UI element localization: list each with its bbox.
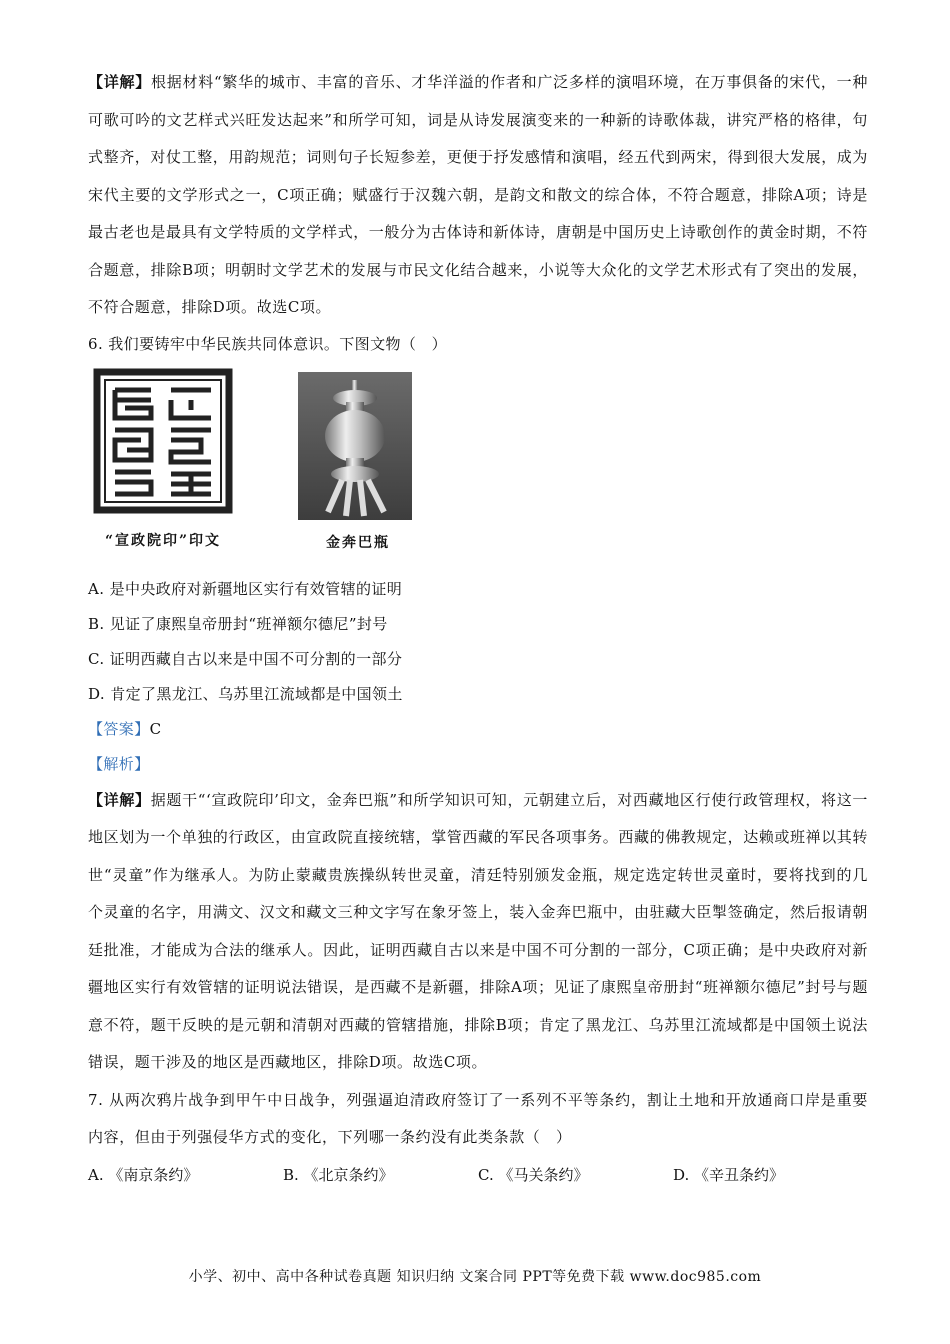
q7-option-c: C. 《马关条约》	[478, 1165, 589, 1184]
q6-figures	[88, 368, 868, 573]
q6-option-a: A. 是中央政府对新疆地区实行有效管辖的证明	[88, 579, 403, 598]
q5-detail	[88, 64, 868, 327]
figure1-caption: “宣政院印”印文	[104, 532, 222, 549]
q6-stem: 6. 我们要铸牢中华民族共同体意识。下图文物（ ）	[88, 334, 448, 353]
answer-tag: 【答案】	[88, 719, 150, 738]
q7-option-b: B. 《北京条约》	[283, 1165, 394, 1184]
q7-option-d: D. 《辛丑条约》	[673, 1165, 785, 1184]
detail-tag: 【详解】	[88, 73, 151, 91]
answer-value: C	[149, 719, 162, 738]
q7-stem: 7. 从两次鸦片战争到甲午中日战争，列强逼迫清政府签订了一系列不平等条约，割让土地和开放通商口岸是重要内容，但由于列强侵华方式的变化，下列哪一条约没有此类条款（ ）	[88, 1090, 868, 1146]
seal-image	[93, 368, 233, 518]
page-content	[88, 64, 868, 1193]
q6-option-b: B. 见证了康熙皇帝册封“班禅额尔德尼”封号	[88, 614, 388, 633]
q6-detail	[88, 782, 868, 1082]
q7-option-a: A. 《南京条约》	[88, 1165, 199, 1184]
q7-options	[88, 1157, 868, 1193]
detail-tag: 【详解】	[88, 790, 151, 809]
q6-option-c: C. 证明西藏自古以来是中国不可分割的一部分	[88, 649, 403, 668]
seal-figure	[88, 368, 238, 550]
figure2-caption: 金奔巴瓶	[326, 534, 390, 551]
analysis-tag: 【解析】	[88, 754, 150, 773]
vase-image	[298, 372, 412, 520]
q6-detail-text: 据题干“‘宣政院印’印文，金奔巴瓶”和所学知识可知，元朝建立后，对西藏地区行使行政管理权，将这一地区划为一个单独的行政区，由宣政院直接统辖，掌管西藏的军民各项事务。西藏的佛教规定，达赖或班禅以其转世“灵童”作为继承人。为防止蒙藏贵族操纵转世灵童，清廷特别颁发金瓶，规定选定转世灵童时，要将找到的几个灵童的名字，用满文、汉文和藏文三种文字写在象牙签上，装入金奔巴瓶中，由驻藏大臣掣签确定，然后报请朝廷批准，才能成为合法的继承人。因此，证明西藏自古以来是中国不可分割的一部分，C项正确；是中央政府对新疆地区实行有效管辖的证明说法错误，是西藏不是新疆，排除A项；见证了康熙皇帝册封“班禅额尔德尼”封号与题意不符，题干反映的是元朝和清朝对西藏的管辖措施，排除B项；肯定了黑龙江、乌苏里江流域都是中国领土说法错误，题干涉及的地区是西藏地区，排除D项。故选C项。	[88, 790, 869, 1071]
q6-answer	[88, 712, 868, 747]
vase-figure	[298, 372, 418, 552]
q5-detail-text: 根据材料“繁华的城市、丰富的音乐、才华洋溢的作者和广泛多样的演唱环境，在万事俱备的宋代，一种可歌可吟的文艺样式兴旺发达起来”和所学可知，词是从诗发展演变来的一种新的诗歌体裁，讲究严格的格律，句式整齐，对仗工整，用韵规范；词则句子长短参差，更便于抒发感情和演唱，经五代到两宋，得到很大发展，成为宋代主要的文学形式之一，C项正确；赋盛行于汉魏六朝，是韵文和散文的综合体，不符合题意，排除A项；诗是最古老也是最具有文学特质的文学样式，一般分为古体诗和新体诗，唐朝是中国历史上诗歌创作的黄金时期，不符合题意，排除B项；明朝时文学艺术的发展与市民文化结合越来，小说等大众化的文学艺术形式有了突出的发展，不符合题意，排除D项。故选C项。	[88, 73, 869, 316]
q6-option-d: D. 肯定了黑龙江、乌苏里江流域都是中国领土	[88, 684, 403, 703]
page-footer: 小学、初中、高中各种试卷真题 知识归纳 文案合同 PPT等免费下载 www.doc985.com	[188, 1269, 762, 1285]
